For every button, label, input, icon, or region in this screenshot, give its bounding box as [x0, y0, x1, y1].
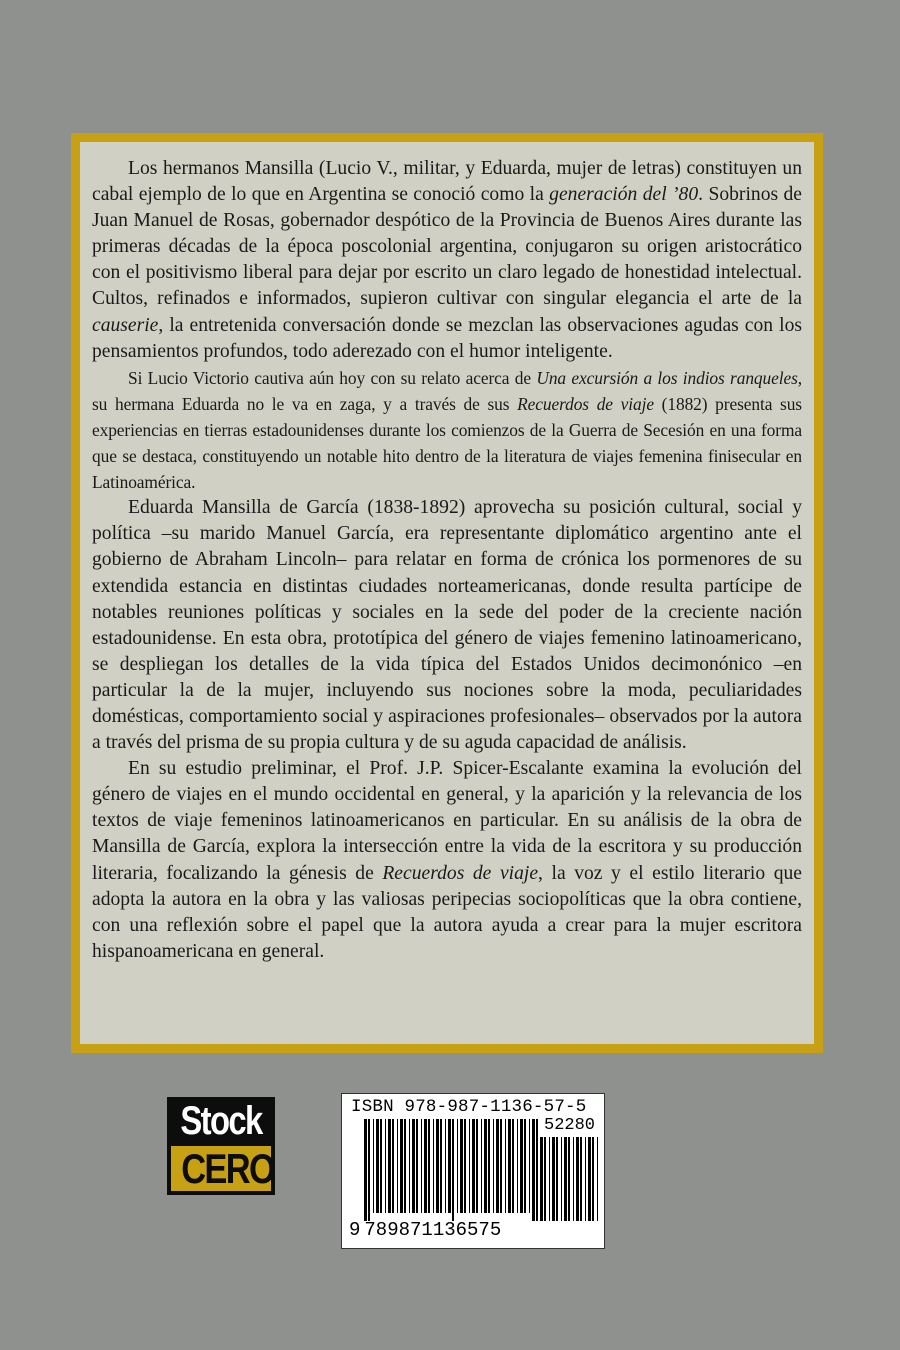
barcode-bar [445, 1119, 446, 1213]
blurb-paragraph-1 [92, 156, 802, 365]
barcode-bar [488, 1119, 490, 1213]
barcode-bar [512, 1119, 514, 1213]
barcode-bar [524, 1119, 526, 1213]
barcode-bar [412, 1119, 415, 1213]
barcode-bar [564, 1137, 567, 1221]
logo-word-cero-box [171, 1145, 275, 1192]
ean-first-digit: 9 [349, 1219, 361, 1241]
blurb-paragraph-3 [92, 495, 802, 756]
text-run: , la voz y el estilo literario que adopta la autora en la obra y las valiosas peripecias sociopolíticas que la obra contiene, con una reflexión sobre el papel que la autora ayuda a crear para la mujer escritora hispanoamericana en general. [92, 862, 803, 962]
barcode-bar [540, 1137, 543, 1221]
barcode-bar [520, 1119, 523, 1213]
barcode-bar [476, 1119, 478, 1213]
barcode-bar [436, 1119, 439, 1213]
italic-title-run: Una excursión a los indios ranqueles [536, 367, 798, 388]
barcode-bar [597, 1137, 598, 1221]
barcode-bar [409, 1119, 410, 1213]
barcode-bar [585, 1137, 586, 1221]
barcode-bar [380, 1119, 382, 1213]
blurb-paragraph-4 [92, 756, 802, 965]
ean13-bars [364, 1119, 540, 1223]
barcode-bar [505, 1119, 506, 1213]
barcode-bar [481, 1119, 482, 1213]
barcode-bar [457, 1119, 458, 1213]
logo-word-stock: Stock [180, 1099, 262, 1143]
publisher-logo [167, 1097, 275, 1195]
text-run: . Sobrinos de Juan Manuel de Rosas, gobernador despótico de la Provincia de Buenos Aires durante las primeras décadas de la época poscolonial argentina, conjugaron su origen aristocrático con el positivismo liberal para dejar por escrito un claro legado de honestidad intelectual. Cultos, refinados e informados, supieron cultivar con singular elegancia el arte de la [92, 184, 803, 310]
barcode-bar [368, 1119, 370, 1221]
text-run: , su hermana Eduarda no le va en zaga, y a través de sus [92, 367, 802, 414]
isbn-barcode [341, 1093, 605, 1249]
barcode-bar [556, 1137, 558, 1221]
barcode-bar [433, 1119, 434, 1213]
barcode-bar [552, 1137, 555, 1221]
barcode-bar [592, 1137, 594, 1221]
barcode-bar [496, 1119, 499, 1213]
barcode-bar [448, 1119, 451, 1213]
barcode-bar [529, 1119, 530, 1213]
ean-digits [349, 1219, 501, 1241]
barcode-bar [517, 1119, 518, 1213]
barcode-bar [373, 1119, 374, 1213]
barcode-bar [400, 1119, 403, 1213]
text-run: Eduarda Mansilla de García (1838-1892) aprovecha su posición cultural, social y política –su marido Manuel García, era representante diplomático argentino ante el gobierno de Abraham Lincoln– para relatar en forma de crónica los pormenores de su extendida estancia en distintas ciudades norteamericanas, donde resulta partícipe de notables reuniones políticas y sociales en la sede del poder de la creciente nación estadounidense. En esta obra, prototípica del género de viajes femenino latinoamericano, se despliegan los detalles de la vida típica del Estados Unidos decimonónico –en particular la de la mujer, incluyendo sus nociones sobre la moda, peculiaridades domésticas, comportamiento social y aspiraciones profesionales– observados por la autora a través del prisma de su propia cultura y de su aguda capacidad de análisis. [92, 497, 802, 754]
barcode-bar [392, 1119, 394, 1213]
barcode-bar [440, 1119, 442, 1213]
italic-title-run: Recuerdos de viaje [382, 862, 539, 884]
price-addon-code: 52280 [544, 1116, 596, 1135]
barcode-bar [416, 1119, 418, 1213]
barcode-bar [573, 1137, 574, 1221]
barcode-bar [421, 1119, 422, 1213]
back-cover-blurb-frame [71, 133, 823, 1053]
text-run: (1882) presenta sus experiencias en tierras estadounidenses durante los comienzos de la Guerra de Secesión en una forma que se destaca, constituyendo un notable hito dentro de la literatura de viajes femenina finisecular en Latinoamérica. [92, 393, 802, 493]
italic-title-run: generación del ’80 [549, 184, 699, 206]
barcode-bar [508, 1119, 511, 1213]
barcode-bar [428, 1119, 430, 1213]
text-run: Si Lucio Victorio cautiva aún hoy con su relato acerca de [128, 367, 537, 388]
barcode-bar [397, 1119, 398, 1213]
barcode-bar [544, 1137, 546, 1221]
ean-left-digits: 789871 [364, 1219, 433, 1241]
barcode-bar [568, 1137, 570, 1221]
text-run: Los hermanos Mansilla (Lucio V., militar, y Eduarda, mujer de letras) constituyen un cabal ejemplo de lo que en Argentina se conoció como la [92, 158, 802, 206]
barcode-bar [484, 1119, 487, 1213]
text-run: En su estudio preliminar, el Prof. J.P. Spicer-Escalante examina la evolución del género de viajes en el mundo occidental en general, y la aparición y la relevancia de los textos de viaje femeninos latinoamericanos en particular. En su análisis de la obra de Mansilla de García, explora la intersección entre la vida de la escritora y su producción literaria, focalizando la génesis de [92, 758, 802, 884]
barcode-bar [385, 1119, 386, 1213]
barcode-bar [460, 1119, 463, 1213]
ean-right-digits: 136575 [432, 1219, 502, 1241]
barcode-bar [549, 1137, 550, 1221]
barcode-bar [580, 1137, 582, 1221]
barcode-bar [452, 1119, 454, 1221]
italic-title-run: Recuerdos de viaje [517, 393, 654, 414]
barcode-bar [364, 1119, 367, 1221]
barcode-bar [404, 1119, 406, 1213]
back-cover-blurb [80, 142, 814, 1044]
barcode-bar [532, 1119, 535, 1221]
text-run: , la entretenida conversación donde se mezclan las observaciones agudas con los pensamientos profundos, todo aderezado con el humor inteligente. [92, 314, 802, 362]
barcode-bar [388, 1119, 391, 1213]
logo-word-cero: CERO [181, 1145, 275, 1192]
barcode-bar [588, 1137, 591, 1221]
barcode-bar [561, 1137, 562, 1221]
barcode-bar [469, 1119, 470, 1213]
barcode-bar [576, 1137, 579, 1221]
barcode-bar [500, 1119, 502, 1213]
barcode-bar [464, 1119, 466, 1213]
barcode-bar [493, 1119, 494, 1213]
italic-title-run: causerie [92, 314, 159, 336]
barcode-bar [424, 1119, 427, 1213]
blurb-paragraph-2 [92, 365, 802, 495]
addon-bars [540, 1137, 598, 1223]
barcode-bar [376, 1119, 379, 1213]
barcode-bar [536, 1119, 538, 1221]
barcode-bar [472, 1119, 475, 1213]
isbn-label: ISBN 978-987-1136-57-5 [351, 1097, 587, 1117]
